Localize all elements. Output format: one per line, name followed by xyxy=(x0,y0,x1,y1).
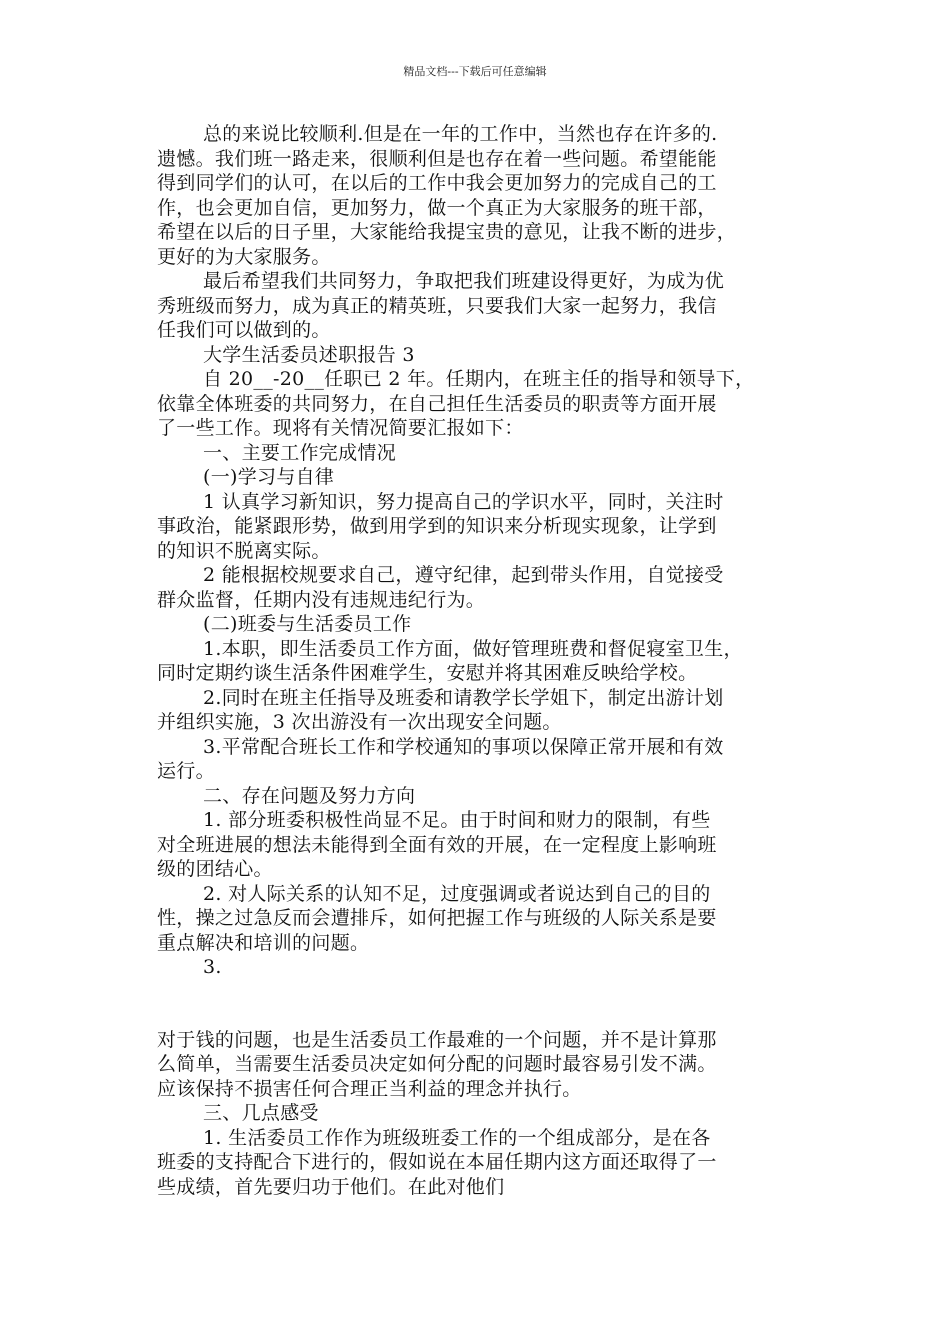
text-line: 班委的支持配合下进行的，假如说在本届任期内这方面还取得了一 xyxy=(157,1151,717,1173)
text-line: 2. 对人际关系的认知不足，过度强调或者说达到自己的目的 xyxy=(203,882,711,905)
text-line: 遗憾。我们班一路走来，很顺利但是也存在着一些问题。希望能能 xyxy=(157,147,717,170)
text-line: 1 认真学习新知识，努力提高自己的学识水平，同时，关注时 xyxy=(203,490,724,513)
text-line: 对于钱的问题，也是生活委员工作最难的一个问题，并不是计算那 xyxy=(157,1028,717,1051)
text-line: 的知识不脱离实际。 xyxy=(157,539,331,562)
text-line: 了一些工作。现将有关情况简要汇报如下： xyxy=(157,417,524,439)
text-line: 级的团结心。 xyxy=(157,858,273,880)
text-line: 群众监督，任期内没有违规违纪行为。 xyxy=(157,588,486,611)
text-line: 对全班进展的想法未能得到全面有效的开展，在一定程度上影响班 xyxy=(157,833,717,856)
text-line: 3.平常配合班长工作和学校通知的事项以保障正常开展和有效 xyxy=(203,735,724,758)
text-line: 应该保持不损害任何合理正当利益的理念并执行。 xyxy=(157,1077,582,1100)
text-line: 么简单，当需要生活委员决定如何分配的问题时最容易引发不满。 xyxy=(157,1053,717,1075)
text-line: 总的来说比较顺利.但是在一年的工作中，当然也存在许多的. xyxy=(203,123,718,145)
section-heading: 二、存在问题及努力方向 xyxy=(203,784,416,807)
text-line: 事政治，能紧跟形势，做到用学到的知识来分析现实现象，让学到 xyxy=(157,515,717,537)
text-line: 秀班级而努力，成为真正的精英班，只要我们大家一起努力，我信 xyxy=(157,294,717,317)
subsection-heading: (二)班委与生活委员工作 xyxy=(203,613,412,635)
text-line: 最后希望我们共同努力，争取把我们班建设得更好，为成为优 xyxy=(203,270,725,292)
subsection-heading: (一)学习与自律 xyxy=(203,466,335,488)
text-line: 2 能根据校规要求自己，遵守纪律，起到带头作用，自觉接受 xyxy=(203,564,724,586)
section-title: 大学生活委员述职报告 3 xyxy=(203,343,415,366)
text-line: 得到同学们的认可，在以后的工作中我会更加努力的完成自己的工 xyxy=(157,172,717,194)
text-line: 1.本职，即生活委员工作方面，做好管理班费和督促寝室卫生， xyxy=(203,637,743,660)
text-line: 任我们可以做到的。 xyxy=(157,319,331,341)
text-line: 2.同时在班主任指导及班委和请教学长学姐下，制定出游计划 xyxy=(203,686,724,709)
text-line: 性，操之过急反而会遭排斥，如何把握工作与班级的人际关系是要 xyxy=(157,907,717,929)
page-header: 精品文档---下载后可任意编辑 xyxy=(403,65,547,78)
text-line: 1. 部分班委积极性尚显不足。由于时间和财力的限制，有些 xyxy=(203,809,711,831)
text-line: 重点解决和培训的问题。 xyxy=(157,931,370,954)
text-line: 自 20__-20__任职已 2 年。任期内，在班主任的指导和领导下， xyxy=(203,368,755,390)
text-line: 更好的为大家服务。 xyxy=(157,245,331,268)
text-line: 运行。 xyxy=(157,760,215,782)
text-line: 并组织实施，3 次出游没有一次出现安全问题。 xyxy=(157,711,562,733)
text-line: 同时定期约谈生活条件困难学生，安慰并将其困难反映给学校。 xyxy=(157,662,698,684)
text-line: 依靠全体班委的共同努力，在自己担任生活委员的职责等方面开展 xyxy=(157,392,717,415)
text-line: 1. 生活委员工作作为班级班委工作的一个组成部分，是在各 xyxy=(203,1126,711,1149)
section-heading: 三、几点感受 xyxy=(203,1102,319,1124)
paragraph-gap xyxy=(157,980,821,1028)
text-line: 些成绩，首先要归功于他们。在此对他们 xyxy=(157,1175,505,1198)
text-line: 3. xyxy=(203,956,222,978)
document-body xyxy=(157,122,821,1199)
text-line: 希望在以后的日子里，大家能给我提宝贵的意见，让我不断的进步， xyxy=(157,221,737,243)
section-heading: 一、主要工作完成情况 xyxy=(203,441,397,464)
text-line: 作，也会更加自信，更加努力，做一个真正为大家服务的班干部， xyxy=(157,196,717,219)
